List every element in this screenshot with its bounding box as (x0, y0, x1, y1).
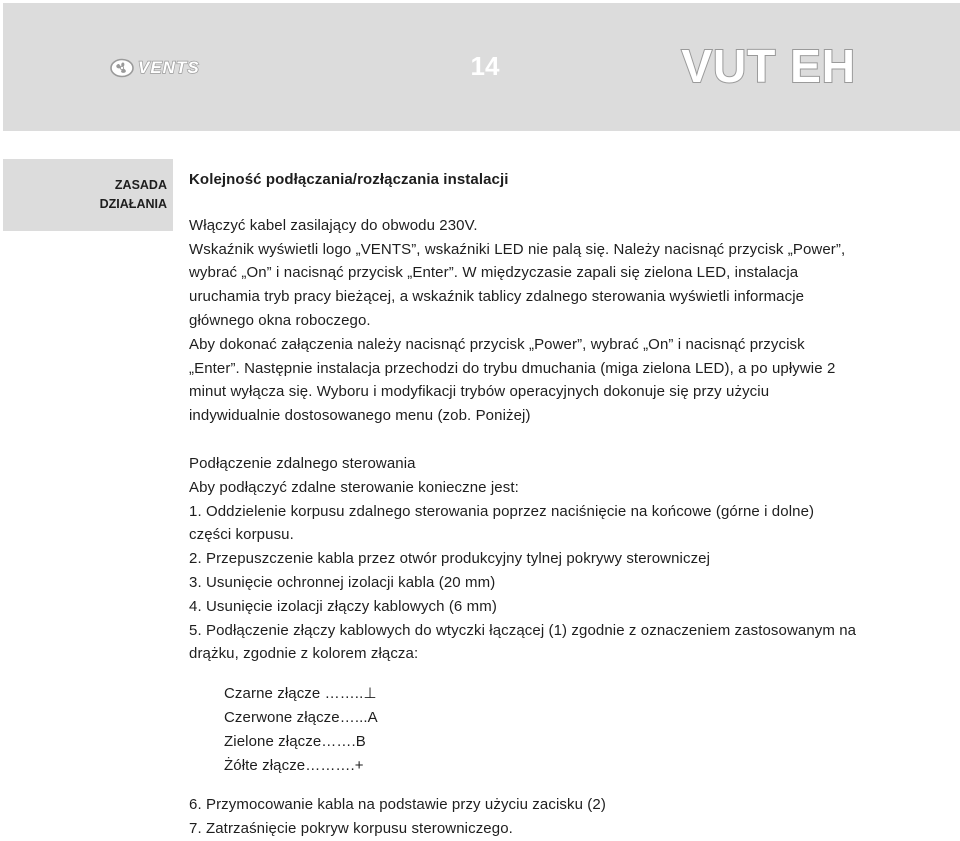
list-item: 1. Oddzielenie korpusu zdalnego sterowania poprzez naciśnięcie na końcowe (górne i dolne) (189, 502, 815, 520)
text-line: Włączyć kabel zasilający do obwodu 230V. (189, 216, 478, 234)
text-line: wybrać „On” i nacisnąć przycisk „Enter”. W międzyczasie zapali się zielona LED, instalacja (189, 264, 799, 282)
section-label-box (3, 159, 173, 231)
logo-text: VENTS (138, 58, 200, 77)
operation-paragraph (189, 214, 889, 428)
text-line: głównego okna roboczego. (189, 311, 371, 329)
remote-control-intro: Aby podłączyć zdalne sterowanie konieczne jest: (189, 478, 519, 496)
steps-list (189, 500, 889, 667)
list-item: 3. Usunięcie ochronnej izolacji kabla (20 mm) (189, 573, 496, 591)
wire-item: Zielone złącze…….B (224, 732, 366, 750)
vents-logo (110, 55, 228, 81)
wire-item: Czerwone złącze…...A (224, 708, 378, 726)
wire-color-list (189, 682, 889, 777)
text-line: Wskaźnik wyświetli logo „VENTS”, wskaźniki LED nie palą się. Należy nacisnąć przycisk „Power”, (189, 240, 846, 258)
final-steps-list (189, 793, 889, 841)
list-item: 5. Podłączenie złączy kablowych do wtyczki łączącej (1) zgodnie z oznaczeniem zastosowanym na (189, 621, 857, 639)
text-line: indywidualnie dostosowanego menu (zob. Poniżej) (189, 407, 531, 425)
list-item: 6. Przymocowanie kabla na podstawie przy użyciu zacisku (2) (189, 796, 606, 814)
wire-item: Żółte złącze……….+ (224, 756, 364, 774)
wire-item: Czarne złącze ……..⊥ (224, 685, 377, 703)
page-number: 14 (470, 51, 500, 81)
list-item: części korpusu. (189, 526, 294, 544)
fan-icon (110, 58, 134, 78)
list-item: 2. Przepuszczenie kabla przez otwór produkcyjny tylnej pokrywy sterowniczej (189, 550, 711, 568)
page-header (3, 3, 960, 131)
list-item: 4. Usunięcie izolacji złączy kablowych (6 mm) (189, 597, 497, 615)
text-line: minut wyłącza się. Wyboru i modyfikacji trybów operacyjnych dokonuje się przy użyciu (189, 383, 770, 401)
section-heading: Kolejność podłączania/rozłączania instalacji (189, 171, 509, 188)
text-line: „Enter”. Następnie instalacja przechodzi do trybu dmuchania (miga zielona LED), a po upływie 2 (189, 359, 836, 377)
section-label (100, 176, 167, 214)
model-title: VUT EH (681, 40, 856, 92)
section-label-line2: DZIAŁANIA (99, 197, 167, 211)
text-line: uruchamia tryb pracy bieżącej, a wskaźnik tablicy zdalnego sterowania wyświetli informacje (189, 288, 805, 306)
text-line: Aby dokonać załączenia należy nacisnąć przycisk „Power”, wybrać „On” i nacisnąć przycisk (189, 335, 805, 353)
list-item: drążku, zgodnie z kolorem złącza: (189, 645, 419, 663)
remote-control-title: Podłączenie zdalnego sterowania (189, 454, 416, 472)
main-content (189, 168, 889, 841)
section-label-line1: ZASADA (114, 178, 167, 192)
list-item: 7. Zatrzaśnięcie pokryw korpusu sterowniczego. (189, 820, 513, 838)
